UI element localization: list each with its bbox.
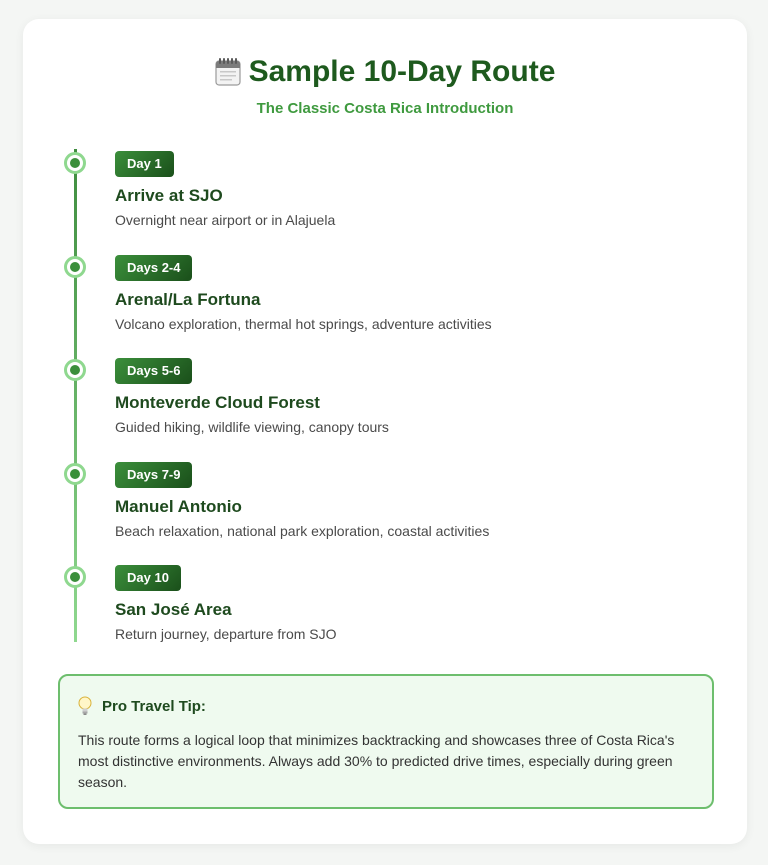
location-description: Overnight near airport or in Alajuela [115,212,336,228]
calendar-icon [215,58,241,86]
timeline-dot [64,152,86,174]
tip-header [78,696,206,716]
route-card [23,19,747,844]
location-description: Return journey, departure from SJO [115,626,337,642]
lightbulb-icon [78,696,92,716]
day-badge: Days 7-9 [115,462,192,488]
tip-heading: Pro Travel Tip: [102,697,206,715]
timeline-dot [64,463,86,485]
day-badge: Day 1 [115,151,174,177]
location-title: Arrive at SJO [115,186,223,205]
location-title: Arenal/La Fortuna [115,290,261,309]
title-text: Sample 10-Day Route [248,55,556,88]
page-subtitle: The Classic Costa Rica Introduction [256,100,514,117]
location-title: Manuel Antonio [115,497,242,516]
timeline-dot [64,566,86,588]
day-badge: Day 10 [115,565,181,591]
location-title: San José Area [115,600,232,619]
location-title: Monteverde Cloud Forest [115,393,320,412]
timeline-dot [64,359,86,381]
day-badge: Days 2-4 [115,255,192,281]
pro-tip-box [58,674,714,809]
location-description: Guided hiking, wildlife viewing, canopy tours [115,419,389,435]
timeline-dot [64,256,86,278]
tip-body: This route forms a logical loop that minimizes backtracking and showcases three of Costa Rica's most distinctive environments. Always add 30% to predicted drive times, especially during green season. [78,732,675,790]
day-badge: Days 5-6 [115,358,192,384]
page-title [23,55,747,89]
location-description: Beach relaxation, national park exploration, coastal activities [115,523,490,539]
location-description: Volcano exploration, thermal hot springs, adventure activities [115,316,492,332]
